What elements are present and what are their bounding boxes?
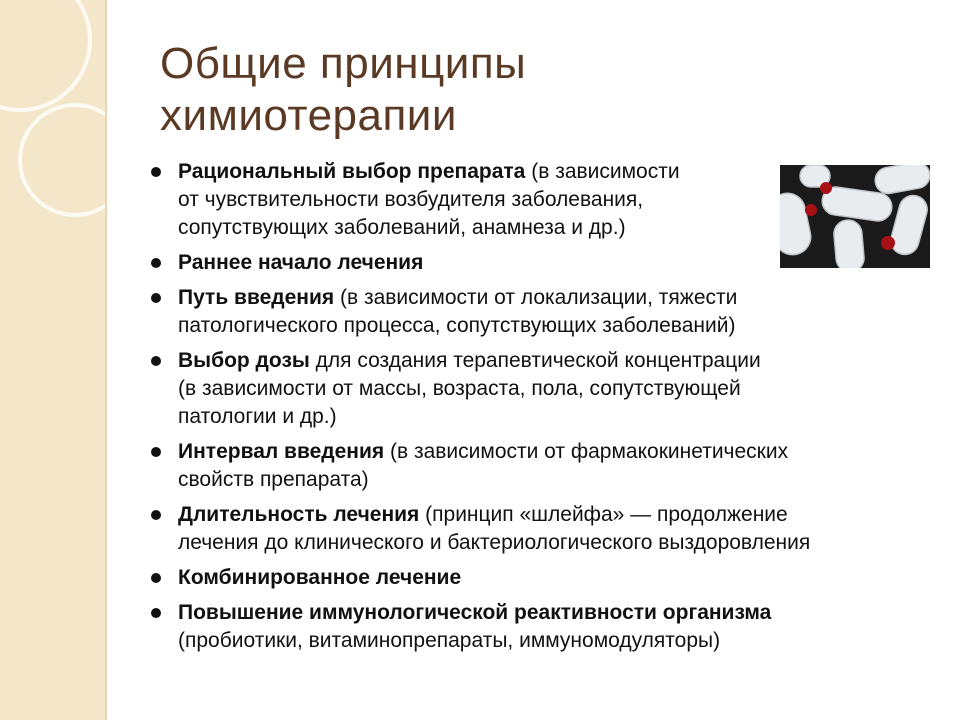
item-text: лечения до клинического и бактериологического выздоровления (178, 531, 811, 554)
list-item (148, 284, 908, 340)
list-item (148, 599, 908, 655)
item-text: патологии и др.) (178, 405, 337, 428)
list-item (148, 158, 908, 242)
title-line-2: химиотерапии (160, 91, 457, 140)
item-text: (в зависимости (525, 160, 680, 183)
item-text: (в зависимости от локализации, тяжести (334, 286, 738, 309)
item-text: для создания терапевтической концентрации (309, 349, 761, 372)
item-title: Интервал введения (178, 440, 385, 463)
principles-list (148, 158, 908, 662)
item-text: (пробиотики, витаминопрепараты, иммуномодуляторы) (178, 629, 721, 652)
bullet-icon (151, 258, 161, 268)
item-text: сопутствующих заболеваний, анамнеза и др.) (178, 216, 626, 239)
item-text: патологического процесса, сопутствующих заболеваний) (178, 314, 736, 337)
item-text: (принцип «шлейфа» — продолжение (419, 503, 788, 526)
item-title: Раннее начало лечения (178, 251, 424, 274)
decorative-circles-icon (0, 0, 105, 720)
bullet-icon (151, 573, 161, 583)
side-decoration (0, 0, 105, 720)
side-divider (105, 0, 107, 720)
item-text: от чувствительности возбудителя заболевания, (178, 188, 644, 211)
list-item (148, 564, 908, 592)
bullet-icon (151, 447, 161, 457)
item-title: Длительность лечения (178, 503, 420, 526)
title-line-1: Общие принципы (160, 39, 527, 88)
item-text: (в зависимости от массы, возраста, пола, сопутствующей (178, 377, 741, 400)
list-item (148, 249, 908, 277)
item-title: Рациональный выбор препарата (178, 160, 526, 183)
item-title: Повышение иммунологической реактивности организма (178, 601, 772, 624)
bullet-icon (151, 293, 161, 303)
item-text: свойств препарата) (178, 468, 369, 491)
list-item (148, 347, 908, 431)
slide-title (160, 38, 760, 142)
bullet-icon (151, 608, 161, 618)
list-item (148, 501, 908, 557)
bullet-icon (151, 167, 161, 177)
bullet-icon (151, 510, 161, 520)
item-title: Комбинированное лечение (178, 566, 462, 589)
list-item (148, 438, 908, 494)
item-title: Путь введения (178, 286, 335, 309)
item-title: Выбор дозы (178, 349, 310, 372)
item-text: (в зависимости от фармакокинетических (384, 440, 789, 463)
bullet-icon (151, 356, 161, 366)
